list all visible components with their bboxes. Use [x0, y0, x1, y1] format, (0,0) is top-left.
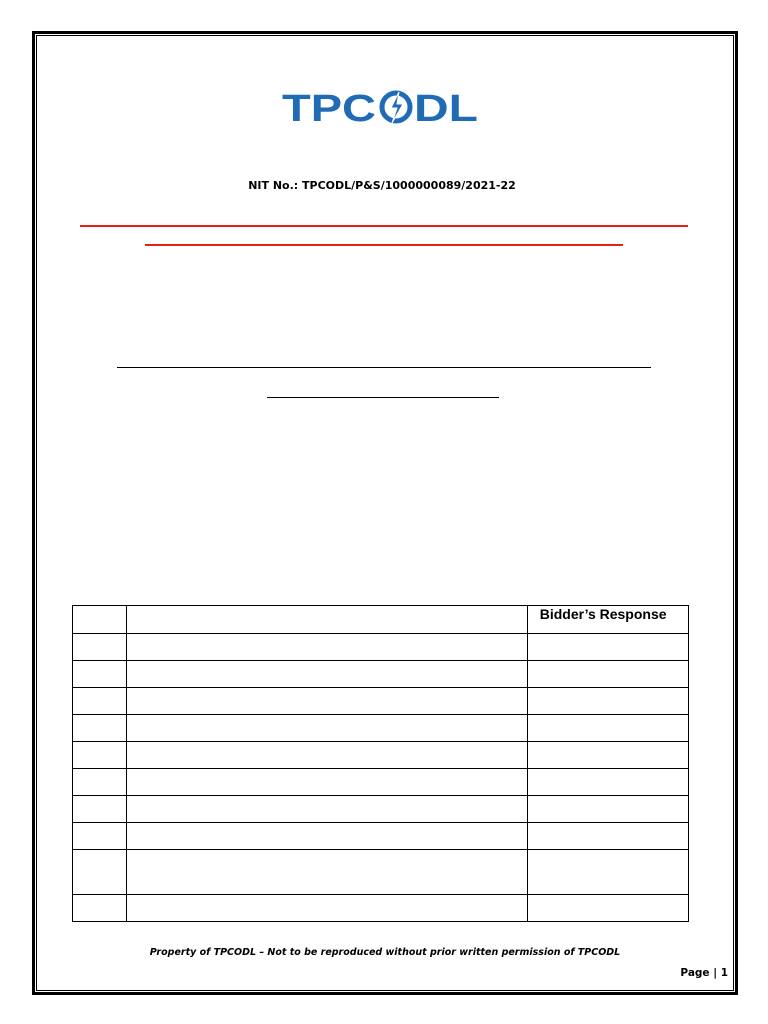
svg-text:TPC: TPC [282, 88, 376, 128]
description-cell [127, 715, 528, 742]
sl-cell [73, 661, 127, 688]
table-row [73, 895, 689, 922]
description-header [127, 606, 528, 634]
sl-cell [73, 688, 127, 715]
table-row [73, 796, 689, 823]
table-row [73, 742, 689, 769]
sl-cell [73, 895, 127, 922]
description-cell [127, 769, 528, 796]
description-cell [127, 823, 528, 850]
response-cell[interactable] [527, 823, 688, 850]
response-cell[interactable] [527, 634, 688, 661]
sl-cell [73, 634, 127, 661]
tpcodl-logo [282, 88, 482, 128]
table-row [73, 823, 689, 850]
response-cell[interactable] [527, 796, 688, 823]
table-row [73, 688, 689, 715]
sl-no-header [73, 606, 127, 634]
table-row [73, 634, 689, 661]
response-cell[interactable] [527, 715, 688, 742]
page-number: Page | 1 [680, 967, 728, 979]
response-cell[interactable] [527, 742, 688, 769]
response-cell[interactable] [527, 688, 688, 715]
description-cell [127, 850, 528, 895]
red-divider-bottom [145, 244, 623, 246]
sl-cell [73, 769, 127, 796]
description-cell [127, 661, 528, 688]
description-cell [127, 688, 528, 715]
response-cell[interactable] [527, 850, 688, 895]
sl-cell [73, 796, 127, 823]
title-underline-long [117, 367, 651, 368]
description-cell [127, 796, 528, 823]
description-cell [127, 634, 528, 661]
svg-text:DL: DL [414, 88, 478, 128]
footer-note: Property of TPCODL – Not to be reproduced without prior written permission of TPCODL [149, 947, 621, 958]
bidder-response-table [72, 605, 689, 922]
sl-cell [73, 742, 127, 769]
description-cell [127, 895, 528, 922]
red-divider-top [80, 225, 688, 227]
sl-cell [73, 850, 127, 895]
response-cell[interactable] [527, 895, 688, 922]
sl-cell [73, 715, 127, 742]
table-row [73, 661, 689, 688]
table-header-row [73, 606, 689, 634]
bidder-response-header: Bidder’s Response [527, 606, 688, 634]
description-cell [127, 742, 528, 769]
table-row [73, 769, 689, 796]
nit-number: NIT No.: TPCODL/P&S/1000000089/2021-22 [248, 179, 516, 192]
sl-cell [73, 823, 127, 850]
table-row [73, 850, 689, 895]
title-underline-short [267, 397, 499, 398]
response-cell[interactable] [527, 661, 688, 688]
table-row [73, 715, 689, 742]
response-cell[interactable] [527, 769, 688, 796]
